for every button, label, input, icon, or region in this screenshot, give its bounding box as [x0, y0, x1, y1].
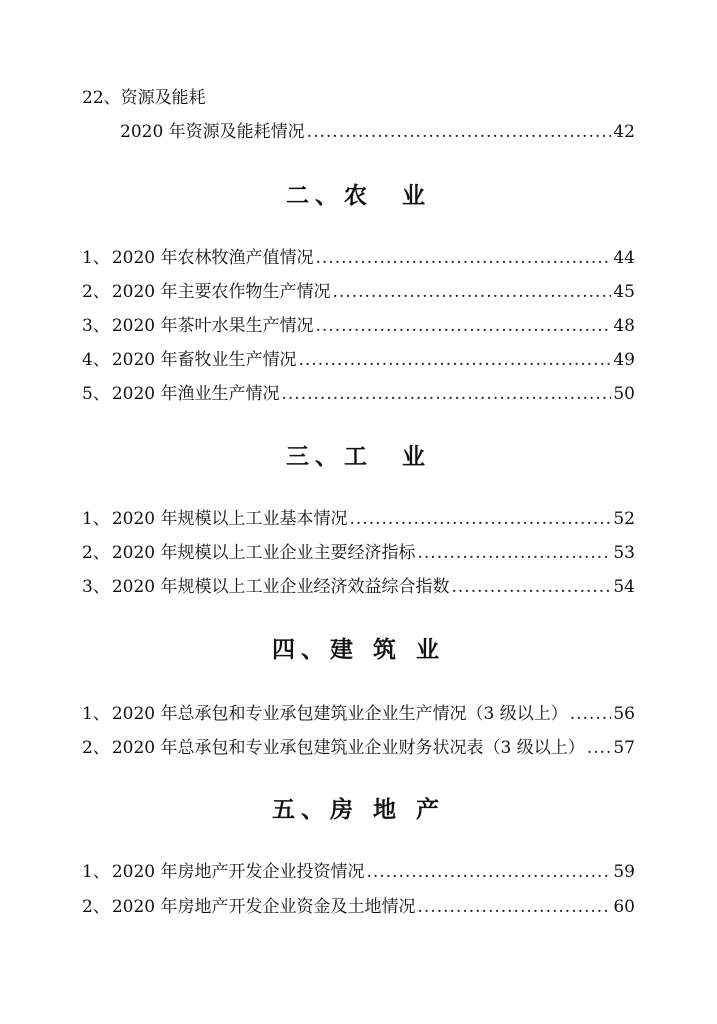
- toc-entry-text: 2020 年农林牧渔产值情况: [111, 248, 314, 268]
- toc-entry-page: 42: [613, 122, 635, 142]
- toc-entry-number: 1、: [82, 509, 110, 529]
- toc-entry-text: 2020 年茶叶水果生产情况: [111, 316, 314, 336]
- toc-entry-page: 59: [613, 862, 635, 882]
- toc-entry-number: 2、: [82, 738, 110, 758]
- toc-entry-number: 2、: [82, 543, 110, 563]
- toc-entry[interactable]: [82, 280, 635, 304]
- toc-entry-text: 2020 年渔业生产情况: [111, 384, 280, 404]
- toc-entry[interactable]: [82, 246, 635, 270]
- toc-entry[interactable]: [82, 507, 635, 531]
- toc-entry-page: 54: [613, 577, 635, 597]
- toc-entry-text: 2020 年畜牧业生产情况: [111, 350, 297, 370]
- toc-entry-number: 2、: [82, 897, 110, 917]
- toc-entry[interactable]: [82, 314, 635, 338]
- toc-entry-number: 5、: [82, 384, 110, 404]
- toc-entry-number: 3、: [82, 316, 110, 336]
- toc-entry-page: 50: [613, 384, 635, 404]
- toc-entry[interactable]: [82, 348, 635, 372]
- toc-entry-page: 53: [613, 543, 635, 563]
- section-title-industry: 三、工 业: [286, 443, 431, 470]
- toc-leader-dots: [282, 382, 612, 406]
- toc-leader-dots: [299, 348, 612, 372]
- toc-entry-text: 2020 年总承包和专业承包建筑业企业财务状况表（3 级以上）: [111, 738, 585, 758]
- toc-entry-number: 1、: [82, 704, 110, 724]
- section-title-construction: 四、建 筑 业: [271, 636, 445, 663]
- toc-entry-text: 2020 年房地产开发企业资金及土地情况: [111, 897, 416, 917]
- toc-entry-text: 2020 年房地产开发企业投资情况: [111, 862, 365, 882]
- toc-entry[interactable]: [82, 702, 635, 726]
- toc-leader-dots: [333, 280, 612, 304]
- toc-entry-number: 4、: [82, 350, 110, 370]
- toc-entry-page: 56: [613, 704, 635, 724]
- toc-leader-dots: [307, 120, 612, 144]
- toc-entry-text: 2020 年规模以上工业基本情况: [111, 509, 348, 529]
- toc-entry[interactable]: [82, 382, 635, 406]
- toc-entry-page: 45: [613, 282, 635, 302]
- toc-leader-dots: [418, 541, 612, 565]
- toc-leader-dots: [570, 702, 612, 726]
- toc-leader-dots: [316, 314, 612, 338]
- toc-leader-dots: [367, 860, 612, 884]
- toc-entry[interactable]: [82, 860, 635, 884]
- toc-entry-page: 52: [613, 509, 635, 529]
- toc-entry-text: 2020 年规模以上工业企业主要经济指标: [111, 543, 416, 563]
- toc-entry-page: 44: [613, 248, 635, 268]
- toc-entry-number: 1、: [82, 862, 110, 882]
- toc-entry-page: 49: [613, 350, 635, 370]
- toc-entry-text: 2020 年总承包和专业承包建筑业企业生产情况（3 级以上）: [111, 704, 568, 724]
- toc-entry-text: 2020 年规模以上工业企业经济效益综合指数: [111, 577, 450, 597]
- toc-entry[interactable]: [82, 541, 635, 565]
- toc-entry[interactable]: [82, 895, 635, 919]
- section-title-agriculture: 二、农 业: [286, 182, 431, 209]
- toc-entry-number: 3、: [82, 577, 110, 597]
- toc-leader-dots: [418, 895, 612, 919]
- toc-leader-dots: [587, 736, 612, 760]
- toc-entry-number: 2、: [82, 282, 110, 302]
- toc-entry[interactable]: [82, 575, 635, 599]
- toc-entry-number: 1、: [82, 248, 110, 268]
- toc-entry[interactable]: [120, 120, 635, 144]
- toc-entry-text: 2020 年主要农作物生产情况: [111, 282, 331, 302]
- toc-leader-dots: [350, 507, 612, 531]
- toc-entry-page: 57: [613, 738, 635, 758]
- toc-entry-text: 2020 年资源及能耗情况: [120, 122, 305, 142]
- section-title-real-estate: 五、房 地 产: [271, 796, 445, 823]
- toc-entry[interactable]: [82, 736, 635, 760]
- toc-leader-dots: [316, 246, 612, 270]
- toc-entry-page: 60: [613, 897, 635, 917]
- toc-entry-page: 48: [613, 316, 635, 336]
- toc-subheading: 22、资源及能耗: [82, 88, 206, 108]
- toc-leader-dots: [452, 575, 612, 599]
